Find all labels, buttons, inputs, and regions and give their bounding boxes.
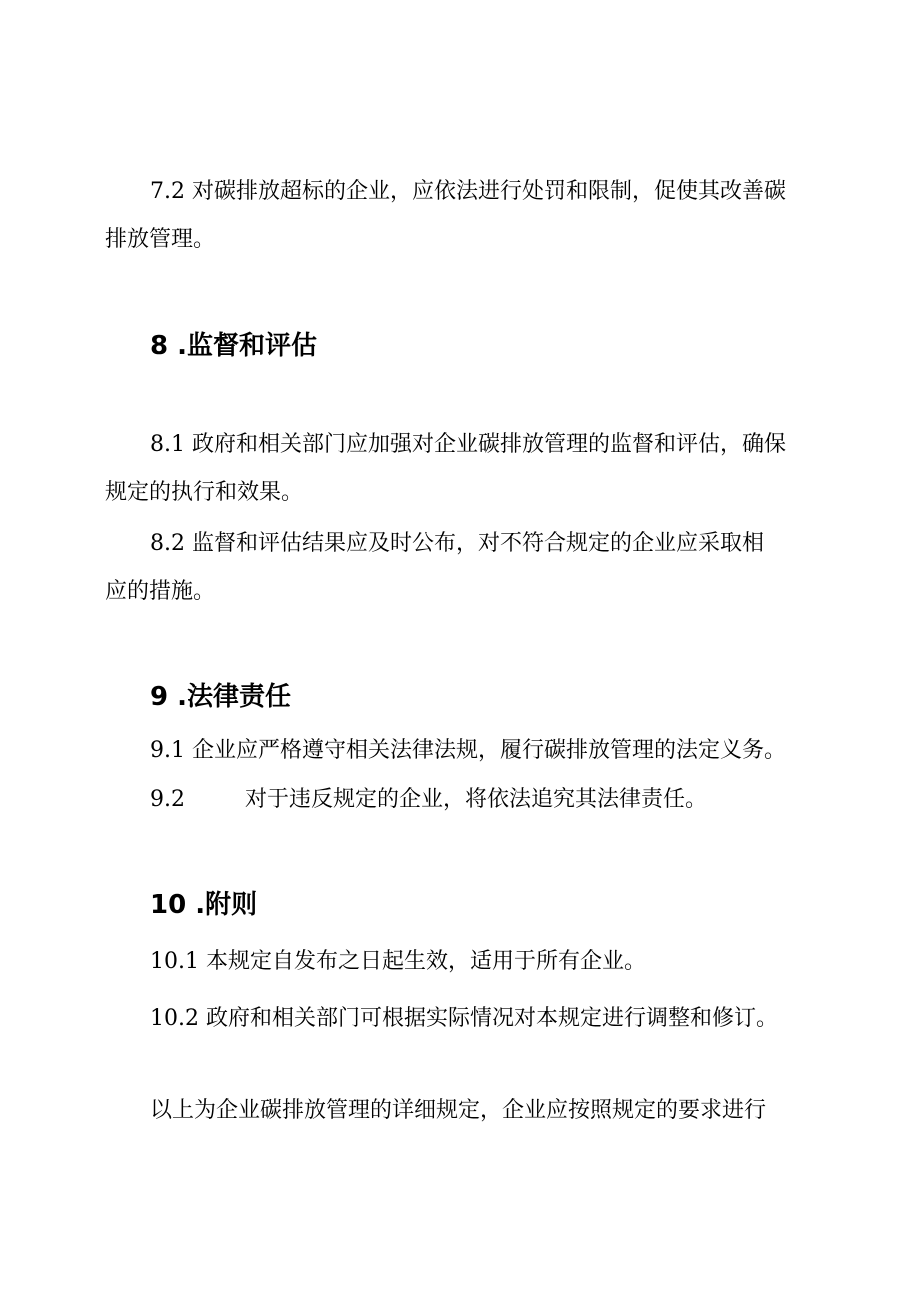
section-heading-10-number: 10 (150, 890, 187, 920)
item-text-8-1-line-1: 政府和相关部门应加强对企业碳排放管理的监督和评估，确保 (192, 432, 787, 457)
section-heading-10-title: .附则 (195, 890, 258, 920)
paragraph-8-2-line-1 (150, 517, 764, 571)
item-text-8-2-line-1: 监督和评估结果应及时公布，对不符合规定的企业应采取相 (192, 531, 765, 556)
section-heading-8-title: .监督和评估 (177, 331, 318, 361)
item-number-10-1: 10.1 (150, 949, 199, 974)
closing-paragraph (150, 1084, 766, 1138)
section-heading-9-title: .法律责任 (177, 682, 292, 712)
section-heading-9-number: 9 (150, 682, 169, 712)
item-text-7-2-line-2: 排放管理。 (105, 227, 216, 252)
section-heading-10 (150, 885, 257, 925)
paragraph-8-2-line-2 (105, 565, 215, 619)
paragraph-10-2 (150, 992, 778, 1046)
item-text-8-2-line-2: 应的措施。 (105, 579, 216, 604)
item-number-7-2: 7.2 (150, 179, 185, 204)
section-heading-8-number: 8 (150, 331, 169, 361)
paragraph-7-2-line-1 (150, 165, 786, 219)
section-heading-8 (150, 326, 317, 366)
item-text-10-2: 政府和相关部门可根据实际情况对本规定进行调整和修订。 (205, 1006, 778, 1031)
paragraph-8-1-line-1 (150, 418, 786, 472)
item-text-9-1: 企业应严格遵守相关法律法规，履行碳排放管理的法定义务。 (192, 738, 787, 763)
item-text-7-2-line-1: 对碳排放超标的企业，应依法进行处罚和限制，促使其改善碳 (192, 179, 787, 204)
item-number-8-1: 8.1 (150, 432, 185, 457)
paragraph-8-1-line-2 (105, 466, 303, 520)
closing-text: 以上为企业碳排放管理的详细规定，企业应按照规定的要求进行 (150, 1098, 767, 1123)
paragraph-10-1 (150, 935, 646, 989)
section-heading-9 (150, 677, 291, 717)
item-number-10-2: 10.2 (150, 1006, 199, 1031)
item-text-10-1: 本规定自发布之日起生效，适用于所有企业。 (205, 949, 646, 974)
item-text-8-1-line-2: 规定的执行和效果。 (105, 480, 304, 505)
item-number-9-2: 9.2 (150, 787, 185, 812)
paragraph-9-1 (150, 724, 786, 778)
paragraph-7-2-line-2 (105, 213, 215, 267)
paragraph-9-2 (150, 773, 707, 827)
item-text-9-2: 对于违反规定的企业，将依法追究其法律责任。 (245, 787, 708, 812)
item-number-8-2: 8.2 (150, 531, 185, 556)
item-number-9-1: 9.1 (150, 738, 185, 763)
